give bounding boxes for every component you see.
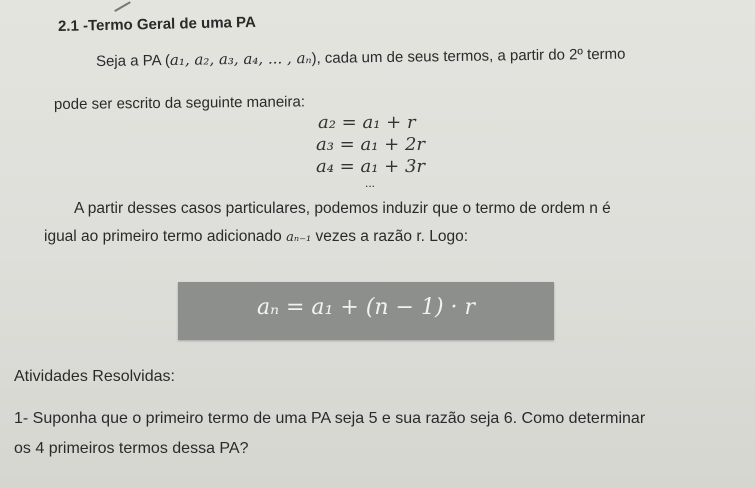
general-term-formula: aₙ = a₁ + (n − 1) · r <box>256 295 476 320</box>
pen-mark <box>111 0 131 12</box>
induction-line-1: A partir desses casos particulares, podemos induzir que o termo de ordem n é <box>74 200 611 217</box>
sequence-math: a₁, a₂, a₃, a₄, ... , aₙ <box>169 48 312 69</box>
intro-prefix: Seja a PA ( <box>95 51 171 70</box>
question-1-line-1: 1- Suponha que o primeiro termo de uma PA seja 5 e sua razão seja 6. Como determinar <box>14 410 646 427</box>
induction-prefix: igual ao primeiro termo adicionado <box>44 228 287 245</box>
resolved-activities-heading: Atividades Resolvidas: <box>14 368 175 385</box>
induction-suffix: vezes a razão r. Logo: <box>311 228 469 245</box>
intro-line-2: pode ser escrito da seguinte maneira: <box>53 93 306 113</box>
general-term-formula-box <box>178 282 554 340</box>
induction-line-2 <box>44 228 468 246</box>
equation-ellipsis: ... <box>365 176 376 190</box>
equation-a3: a₃ = a₁ + 2r <box>316 134 426 155</box>
equation-a2: a₂ = a₁ + r <box>318 112 416 133</box>
intro-suffix: ), cada um de seus termos, a partir do 2º termo <box>311 45 626 67</box>
induction-math: aₙ₋₁ <box>286 230 312 245</box>
intro-line-1 <box>96 45 626 70</box>
question-1-line-2: os 4 primeiros termos dessa PA? <box>14 440 249 457</box>
section-title: 2.1 -Termo Geral de uma PA <box>57 13 256 35</box>
equation-a4: a₄ = a₁ + 3r <box>316 156 426 177</box>
